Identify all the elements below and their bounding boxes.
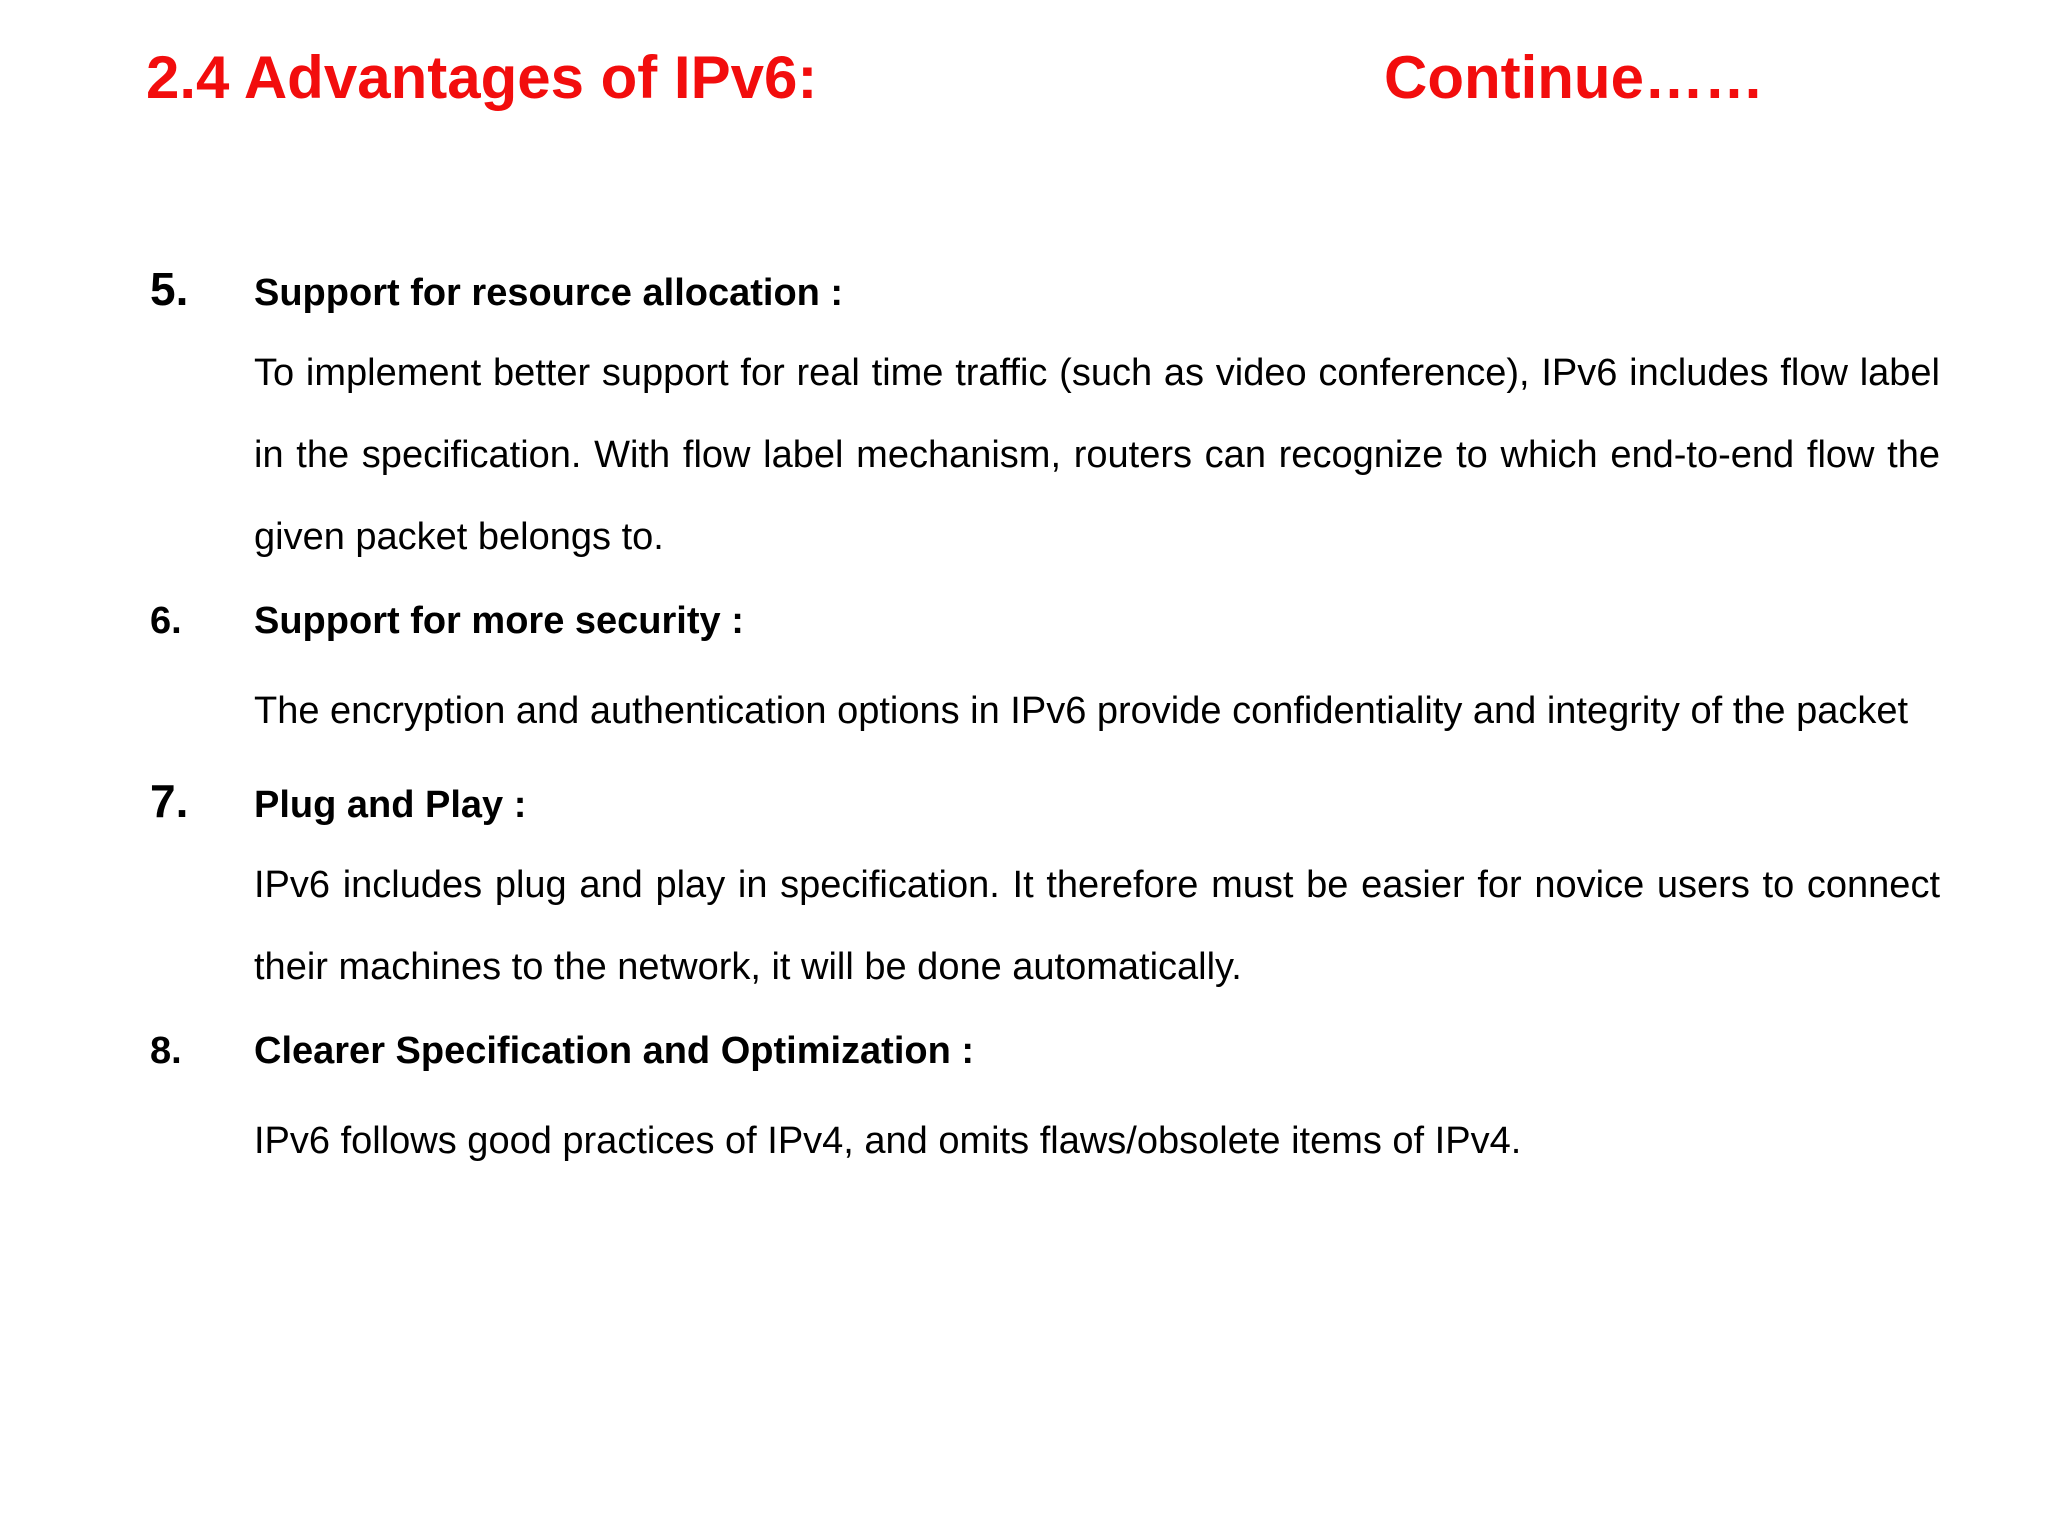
item-body: IPv6 follows good practices of IPv4, and omits flaws/obsolete items of IPv4. xyxy=(254,1120,1522,1162)
item-number: 5. xyxy=(150,263,189,315)
item-title: Clearer Specification and Optimization : xyxy=(254,1030,975,1072)
list-item xyxy=(150,774,1940,1008)
item-body: The encryption and authentication options in IPv6 provide confidentiality and integrity of the packet xyxy=(254,690,1909,732)
list-item xyxy=(150,1030,1940,1182)
item-number: 8. xyxy=(150,1030,182,1072)
item-header xyxy=(150,774,1940,834)
item-header xyxy=(150,262,1940,322)
continue-label: Continue…… xyxy=(1384,44,1764,111)
item-body: To implement better support for real time traffic (such as video conference), IPv6 includes flow label in the specification. With flow label mechanism, routers can recognize to which end-to-end flow the given packet belongs to. xyxy=(254,352,1940,558)
item-body: IPv6 includes plug and play in specification. It therefore must be easier for novice users to connect their machines to the network, it will be done automatically. xyxy=(254,864,1940,988)
page-title: 2.4 Advantages of IPv6: xyxy=(146,44,818,111)
item-header xyxy=(150,1030,1940,1090)
item-title: Support for resource allocation : xyxy=(254,272,844,314)
list-item xyxy=(150,600,1940,752)
advantages-list xyxy=(150,262,1940,1204)
item-header xyxy=(150,600,1940,660)
list-item xyxy=(150,262,1940,578)
item-title: Support for more security : xyxy=(254,600,744,642)
item-title: Plug and Play : xyxy=(254,784,527,826)
item-number: 7. xyxy=(150,775,189,827)
item-number: 6. xyxy=(150,600,182,642)
